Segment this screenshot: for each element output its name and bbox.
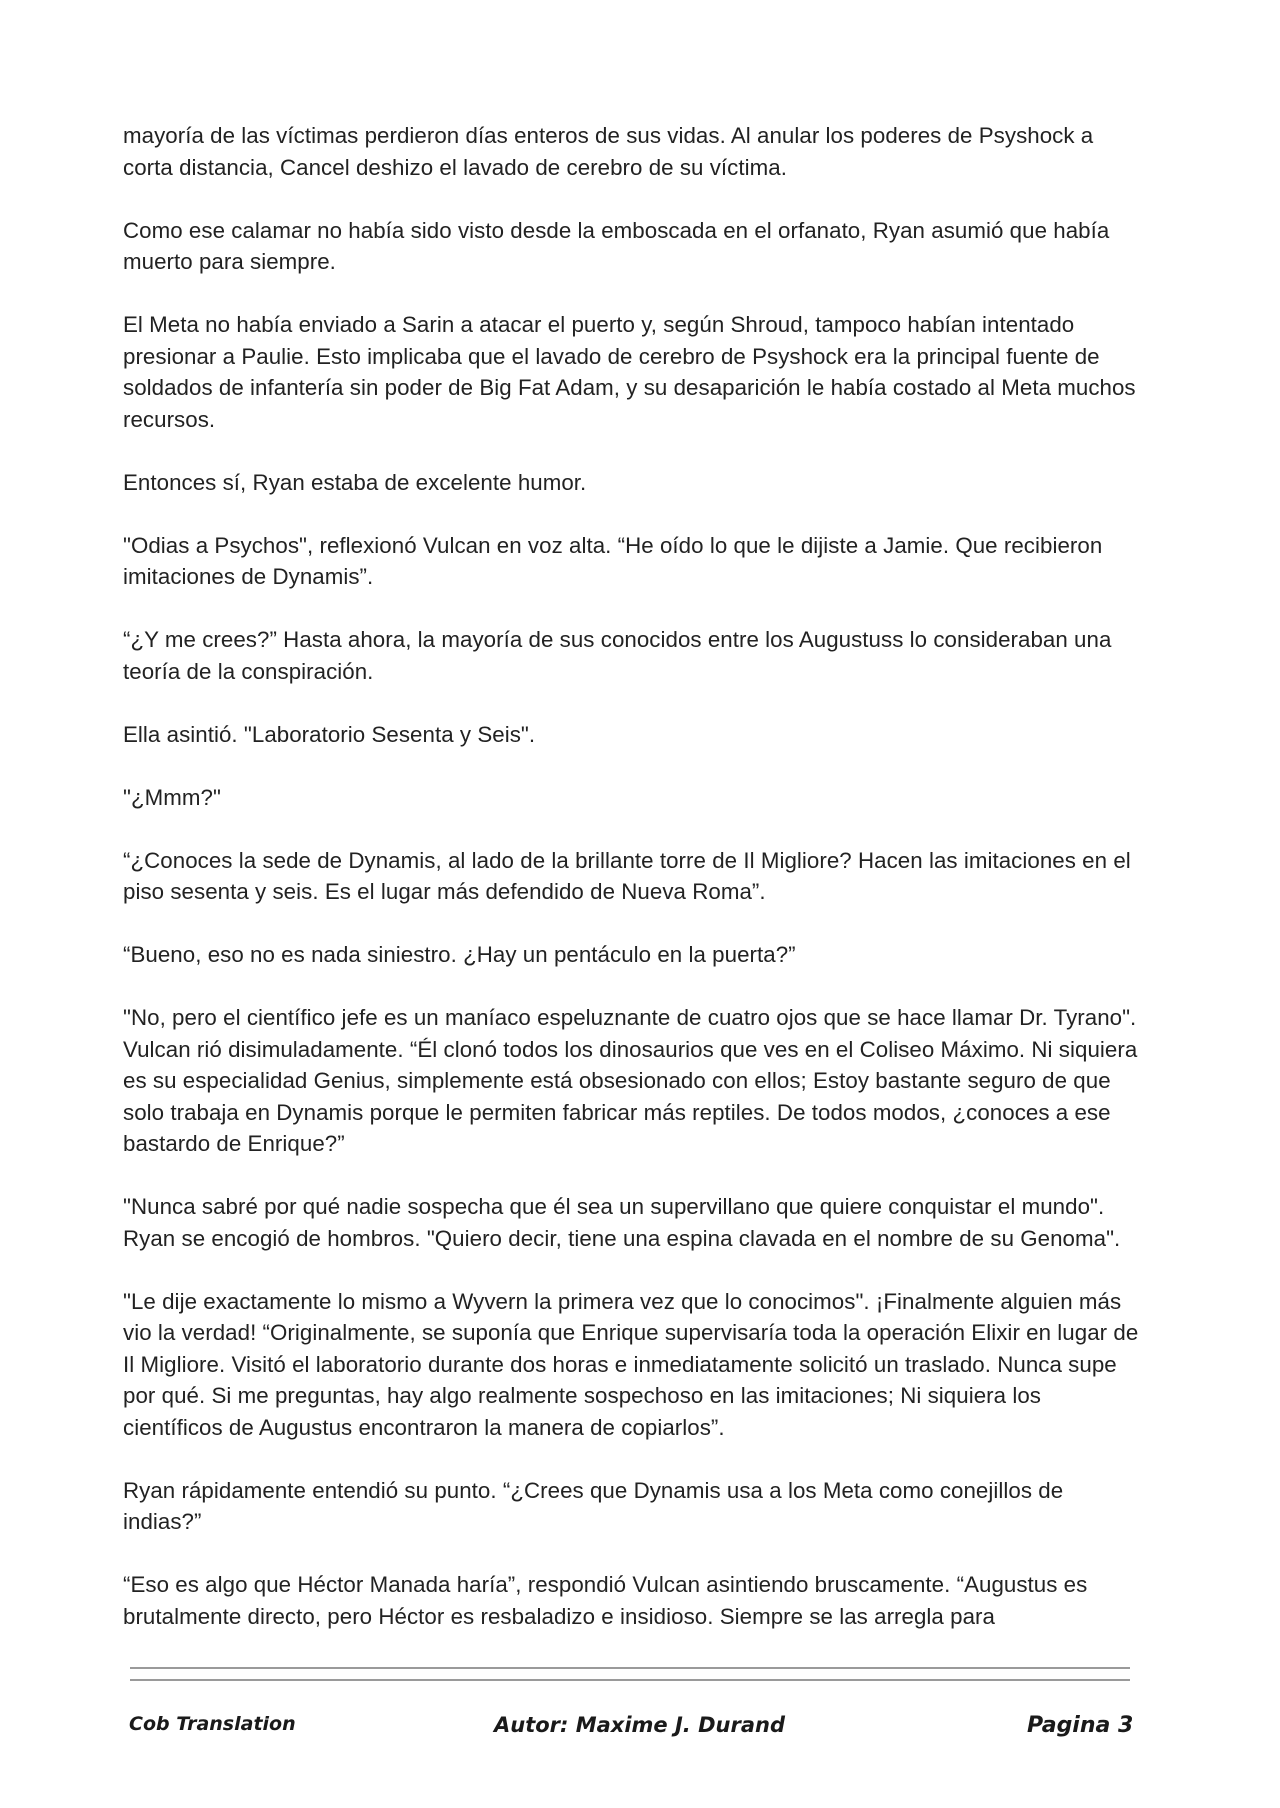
paragraph: "Le dije exactamente lo mismo a Wyvern la primera vez que lo conocimos". ¡Finalmente alguien más vio la verdad! “Originalmente, se suponía que Enrique supervisaría toda la operación Elixir en lugar de Il Migliore. Visitó el laboratorio durante dos horas e inmediatamente solicitó un traslado. Nunca supe por qué. Si me preguntas, hay algo realmente sospechoso en las imitaciones; Ni siquiera los científicos de Augustus encontraron la manera de copiarlos”. [123, 1288, 1139, 1440]
footer-divider [130, 1679, 1130, 1681]
footer-translator: Cob Translation [129, 1713, 296, 1735]
paragraph: Ella asintió. "Laboratorio Sesenta y Seis". [123, 721, 536, 747]
page-footer [0, 1713, 1280, 1749]
footer-divider [130, 1667, 1130, 1669]
paragraph: "No, pero el científico jefe es un maníaco espeluznante de cuatro ojos que se hace llamar Dr. Tyrano". Vulcan rió disimuladamente. “Él clonó todos los dinosaurios que ves en el Coliseo Máximo. Ni siquiera es su especialidad Genius, simplemente está obsesionado con ellos; Estoy bastante seguro de que solo trabaja en Dynamis porque le permiten fabricar más reptiles. De todos modos, ¿conoces a ese bastardo de Enrique?” [123, 1005, 1138, 1156]
paragraph: "Odias a Psychos", reflexionó Vulcan en voz alta. “He oído lo que le dijiste a Jamie. Que recibieron imitaciones de Dynamis”. [123, 532, 1103, 589]
paragraph: “Bueno, eso no es nada siniestro. ¿Hay un pentáculo en la puerta?” [123, 942, 796, 967]
paragraph: "¿Mmm?" [123, 784, 221, 810]
paragraph: mayoría de las víctimas perdieron días enteros de sus vidas. Al anular los poderes de Psyshock a corta distancia, Cancel deshizo el lavado de cerebro de su víctima. [123, 123, 1094, 180]
body-text [123, 120, 1143, 1664]
paragraph: “Eso es algo que Héctor Manada haría”, respondió Vulcan asintiendo bruscamente. “Augustus es brutalmente directo, pero Héctor es resbaladizo e insidioso. Siempre se las arregla para [123, 1572, 1088, 1629]
footer-page-number: Pagina 3 [1027, 1713, 1134, 1738]
paragraph: Entonces sí, Ryan estaba de excelente humor. [123, 469, 587, 495]
paragraph: Ryan rápidamente entendió su punto. “¿Crees que Dynamis usa a los Meta como conejillos de indias?” [123, 1477, 1064, 1534]
paragraph: El Meta no había enviado a Sarin a atacar el puerto y, según Shroud, tampoco habían intentado presionar a Paulie. Esto implicaba que el lavado de cerebro de Psyshock era la principal fuente de soldados de infantería sin poder de Big Fat Adam, y su desaparición le había costado al Meta muchos recursos. [123, 312, 1136, 432]
paragraph: Como ese calamar no había sido visto desde la emboscada en el orfanato, Ryan asumió que había muerto para siempre. [123, 217, 1110, 274]
paragraph: “¿Conoces la sede de Dynamis, al lado de la brillante torre de Il Migliore? Hacen las imitaciones en el piso sesenta y seis. Es el lugar más defendido de Nueva Roma”. [123, 847, 1131, 904]
paragraph: "Nunca sabré por qué nadie sospecha que él sea un supervillano que quiere conquistar el mundo". Ryan se encogió de hombros. "Quiero decir, tiene una espina clavada en el nombre de su Genoma". [123, 1194, 1121, 1251]
paragraph: “¿Y me crees?” Hasta ahora, la mayoría de sus conocidos entre los Augustuss lo consideraban una teoría de la conspiración. [123, 627, 1112, 684]
footer-author: Autor: Maxime J. Durand [494, 1713, 785, 1737]
